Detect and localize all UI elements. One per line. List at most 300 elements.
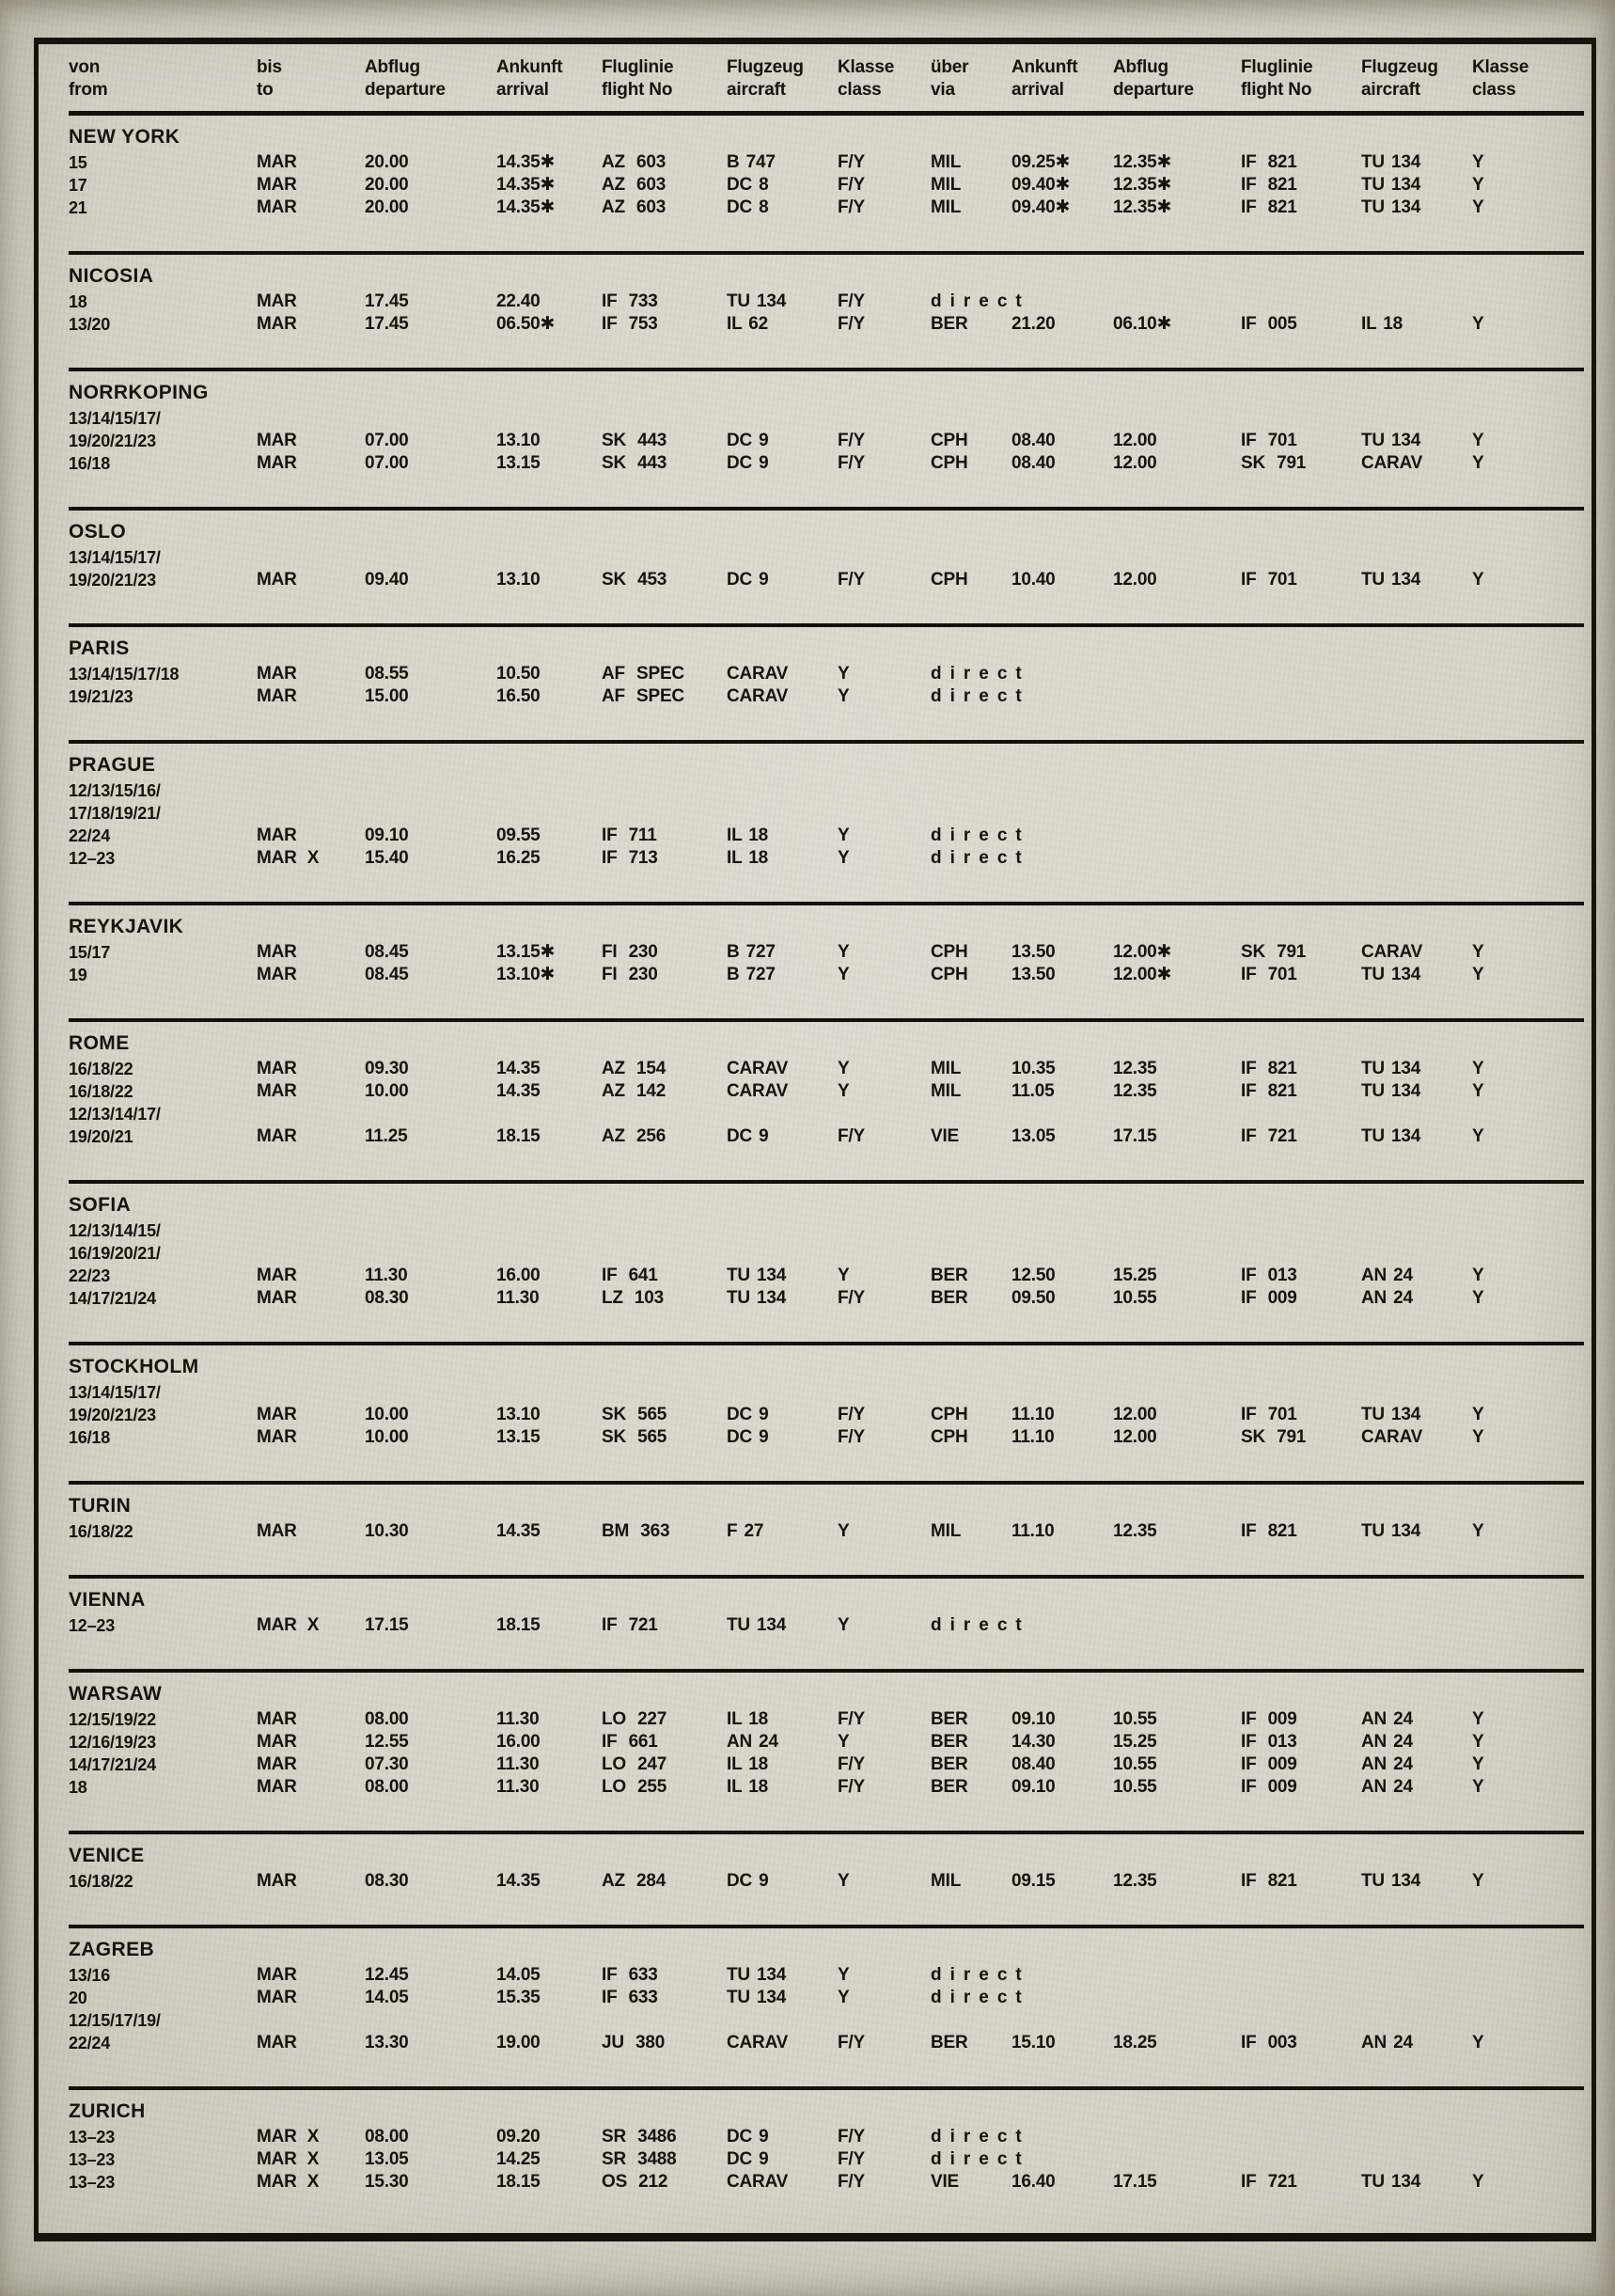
via-cell [931, 407, 1011, 430]
direct-flight-label: direct [931, 1615, 1030, 1635]
month-cell: MAR [257, 453, 297, 473]
class-cell: F/Y [838, 291, 865, 311]
class-cell: Y [838, 1615, 850, 1635]
departure-cell: 12.55 [365, 1732, 409, 1752]
arrival-cell: 14.35 [496, 1059, 541, 1078]
dates-cell: 16/18/22 [69, 1082, 133, 1101]
aircraft-cell: IL 18 [727, 1754, 768, 1774]
flight-no-2-cell: IF 721 [1241, 2172, 1297, 2192]
class-cell: Y [838, 664, 850, 684]
direct-flight-label: direct [931, 664, 1030, 684]
aircraft-cell [727, 779, 838, 802]
dates-cell: 13/14/15/17/ [69, 409, 161, 428]
arrival-2-cell: 14.30 [1011, 1732, 1056, 1752]
arrival-2-cell [1011, 1219, 1113, 1242]
arrival-cell: 14.35 [496, 1521, 541, 1541]
via-cell [931, 802, 1011, 825]
column-header-class-1: Klasse class [838, 57, 895, 100]
timetable-row [69, 847, 1584, 870]
flight-no-cell: AZ 284 [602, 1871, 666, 1891]
arrival-cell: 14.35✱ [496, 197, 556, 217]
aircraft-2-cell: TU 134 [1361, 1059, 1421, 1078]
departure-cell: 15.00 [365, 686, 409, 706]
arrival-cell: 10.50 [496, 664, 541, 684]
city-title: NICOSIA [69, 265, 154, 287]
via-cell: MIL [931, 1521, 962, 1541]
direct-flight-label: direct [931, 1965, 1030, 1985]
timetable-row [69, 1708, 1584, 1731]
arrival-2-cell [1011, 1103, 1113, 1125]
flight-no-cell: AZ 603 [602, 175, 666, 195]
dates-cell: 17/18/19/21/ [69, 804, 161, 823]
departure-cell [365, 546, 496, 569]
dates-cell: 13/14/15/17/ [69, 548, 161, 567]
flight-no-2-cell: IF 701 [1241, 965, 1297, 984]
via-cell: MIL [931, 1081, 962, 1101]
departure-cell [365, 1242, 496, 1265]
arrival-cell: 11.30 [496, 1777, 540, 1797]
flight-no-cell: IF 721 [602, 1615, 658, 1635]
month-cell: MAR [257, 197, 297, 217]
flight-no-2-cell: IF 009 [1241, 1288, 1297, 1308]
timetable-row [69, 2171, 1584, 2194]
city-title: PRAGUE [69, 754, 156, 776]
class-cell [838, 779, 931, 802]
arrival-2-cell: 10.35 [1011, 1059, 1056, 1078]
timetable-row [69, 407, 1584, 430]
flight-no-2-cell [1241, 779, 1361, 802]
aircraft-cell: B 747 [727, 152, 776, 172]
class-2-cell: Y [1472, 431, 1484, 450]
dates-cell: 12/15/17/19/ [69, 2011, 161, 2030]
dates-cell: 12–23 [69, 849, 116, 868]
dates-cell: 19/20/21 [69, 1127, 133, 1146]
class-2-cell: Y [1472, 1266, 1484, 1285]
timetable-row [69, 546, 1584, 569]
departure-cell [365, 779, 496, 802]
class-2-cell: Y [1472, 942, 1484, 962]
arrival-cell: 22.40 [496, 291, 541, 311]
aircraft-cell: CARAV [727, 664, 789, 684]
class-2-cell [1472, 1242, 1584, 1265]
month-cell: MAR [257, 1965, 297, 1985]
aircraft-2-cell: TU 134 [1361, 1126, 1421, 1146]
arrival-cell [496, 1381, 602, 1404]
class-2-cell: Y [1472, 1405, 1484, 1424]
dates-cell: 13–23 [69, 2150, 116, 2169]
month-cell: MAR [257, 1777, 297, 1797]
month-cell [257, 1103, 365, 1125]
departure-cell: 11.30 [365, 1266, 408, 1285]
dates-cell: 13/16 [69, 1966, 111, 1985]
class-2-cell: Y [1472, 175, 1484, 195]
arrival-2-cell: 16.40 [1011, 2172, 1056, 2192]
aircraft-2-cell: AN 24 [1361, 2033, 1413, 2052]
aircraft-cell: F 27 [727, 1521, 764, 1541]
aircraft-cell: DC 9 [727, 453, 769, 473]
aircraft-cell: DC 8 [727, 175, 769, 195]
via-cell: BER [931, 1754, 968, 1774]
dates-cell: 13/20 [69, 315, 111, 334]
departure-cell: 10.30 [365, 1521, 409, 1541]
city-title: SOFIA [69, 1194, 132, 1216]
departure-cell: 08.30 [365, 1288, 409, 1308]
flight-no-2-cell: IF 821 [1241, 152, 1297, 172]
dates-cell: 12/13/15/16/ [69, 781, 161, 800]
departure-2-cell: 12.00✱ [1113, 965, 1172, 984]
arrival-cell: 13.10✱ [496, 965, 556, 984]
departure-cell: 20.00 [365, 197, 409, 217]
dates-cell: 17 [69, 176, 87, 195]
aircraft-2-cell [1361, 546, 1472, 569]
via-cell [931, 1242, 1011, 1265]
aircraft-cell: DC 9 [727, 2127, 769, 2147]
departure-cell: 15.30 [365, 2172, 409, 2192]
departure-2-cell: 15.25 [1113, 1266, 1157, 1285]
departure-2-cell: 06.10✱ [1113, 314, 1172, 334]
departure-cell [365, 802, 496, 825]
departure-cell [365, 1219, 496, 1242]
dates-cell: 14/17/21/24 [69, 1289, 156, 1308]
timetable-row [69, 1242, 1584, 1265]
via-cell: BER [931, 1266, 968, 1285]
timetable-row [69, 1219, 1584, 1242]
via-cell: VIE [931, 2172, 960, 2192]
month-cell: MAR [257, 942, 297, 962]
arrival-2-cell: 12.50 [1011, 1266, 1056, 1285]
dates-cell: 12/15/19/22 [69, 1710, 156, 1729]
aircraft-cell: DC 9 [727, 1405, 769, 1424]
departure-cell: 08.00 [365, 2127, 409, 2147]
via-cell: CPH [931, 965, 968, 984]
class-cell: F/Y [838, 314, 865, 334]
class-cell: F/Y [838, 1709, 865, 1729]
dates-cell: 12–23 [69, 1616, 116, 1635]
aircraft-cell [727, 1242, 838, 1265]
via-cell: CPH [931, 570, 968, 590]
class-cell [838, 546, 931, 569]
departure-2-cell: 12.35 [1113, 1871, 1157, 1891]
arrival-cell: 16.00 [496, 1732, 541, 1752]
flight-no-2-cell: IF 009 [1241, 1709, 1297, 1729]
class-cell: F/Y [838, 570, 865, 590]
flight-no-cell: IF 633 [602, 1988, 658, 2007]
arrival-cell: 09.55 [496, 826, 541, 845]
timetable-row [69, 1731, 1584, 1753]
city-section [69, 1673, 1584, 1834]
via-cell: BER [931, 314, 968, 334]
class-cell [838, 407, 931, 430]
class-cell: Y [838, 1732, 850, 1752]
arrival-cell: 13.10 [496, 1405, 541, 1424]
via-cell: MIL [931, 175, 962, 195]
flight-no-2-cell [1241, 546, 1361, 569]
month-cell [257, 1219, 365, 1242]
aircraft-2-cell: AN 24 [1361, 1288, 1413, 1308]
departure-2-cell: 12.00✱ [1113, 942, 1172, 962]
month-cell: MAR [257, 1709, 297, 1729]
city-section [69, 1485, 1584, 1579]
direct-flight-label: direct [931, 686, 1030, 706]
aircraft-cell: DC 9 [727, 431, 769, 450]
departure-2-cell: 17.15 [1113, 2172, 1157, 2192]
timetable-row [69, 2148, 1584, 2171]
class-2-cell: Y [1472, 152, 1484, 172]
dates-cell: 16/19/20/21/ [69, 1244, 161, 1263]
month-cell: MAR [257, 1081, 297, 1101]
departure-2-cell: 10.55 [1113, 1288, 1157, 1308]
class-cell: F/Y [838, 453, 865, 473]
departure-cell: 20.00 [365, 175, 409, 195]
column-header-departure-1: Abflug departure [365, 57, 446, 100]
flight-no-2-cell: IF 821 [1241, 1059, 1297, 1078]
timetable-row [69, 964, 1584, 986]
departure-2-cell [1113, 2009, 1241, 2032]
timetable-row [69, 291, 1584, 313]
timetable-row [69, 1265, 1584, 1287]
departure-cell: 13.05 [365, 2149, 409, 2169]
flight-no-cell: LO 247 [602, 1754, 667, 1774]
departure-cell: 07.00 [365, 431, 409, 450]
flight-no-2-cell: IF 009 [1241, 1777, 1297, 1797]
city-title: OSLO [69, 521, 127, 543]
via-cell: MIL [931, 1059, 962, 1078]
flight-no-cell: LO 255 [602, 1777, 667, 1797]
arrival-cell [496, 779, 602, 802]
month-cell: MAR [257, 1521, 297, 1541]
month-cell: MAR [257, 291, 297, 311]
arrival-2-cell: 09.10 [1011, 1709, 1056, 1729]
flight-no-cell: FI 230 [602, 965, 658, 984]
flight-no-cell: AZ 154 [602, 1059, 666, 1078]
dates-cell: 22/23 [69, 1266, 111, 1285]
class-cell: F/Y [838, 2127, 865, 2147]
month-cell: MAR X [257, 2172, 320, 2192]
arrival-2-cell: 09.50 [1011, 1288, 1056, 1308]
city-title: ZAGREB [69, 1939, 155, 1960]
timetable-row [69, 663, 1584, 685]
flight-no-2-cell: IF 701 [1241, 570, 1297, 590]
flight-no-2-cell: IF 701 [1241, 1405, 1297, 1424]
dates-cell: 19/20/21/23 [69, 571, 156, 590]
flight-no-2-cell [1241, 407, 1361, 430]
class-2-cell: Y [1472, 1059, 1484, 1078]
via-cell: VIE [931, 1126, 960, 1146]
arrival-2-cell: 08.40 [1011, 453, 1056, 473]
arrival-cell: 18.15 [496, 1126, 541, 1146]
dates-cell: 19 [69, 966, 87, 984]
via-cell: BER [931, 1288, 968, 1308]
flight-no-2-cell: IF 821 [1241, 175, 1297, 195]
arrival-2-cell [1011, 2009, 1113, 2032]
arrival-2-cell: 08.40 [1011, 431, 1056, 450]
arrival-2-cell: 13.50 [1011, 965, 1056, 984]
flight-no-2-cell: IF 721 [1241, 1126, 1297, 1146]
class-cell [838, 1103, 931, 1125]
arrival-cell: 11.30 [496, 1709, 540, 1729]
via-cell: CPH [931, 431, 968, 450]
arrival-cell: 16.00 [496, 1266, 541, 1285]
timetable-row [69, 1058, 1584, 1080]
dates-cell: 13/14/15/17/18 [69, 665, 180, 684]
city-title: PARIS [69, 637, 130, 659]
timetable-row [69, 1125, 1584, 1148]
arrival-2-cell: 09.10 [1011, 1777, 1056, 1797]
arrival-cell: 11.30 [496, 1288, 540, 1308]
arrival-cell: 14.35 [496, 1081, 541, 1101]
timetable-row [69, 1426, 1584, 1449]
aircraft-cell: TU 134 [727, 1988, 787, 2007]
aircraft-cell: DC 9 [727, 2149, 769, 2169]
arrival-2-cell: 09.40✱ [1011, 175, 1071, 195]
city-title: REYKJAVIK [69, 916, 184, 937]
class-2-cell [1472, 1103, 1584, 1125]
aircraft-cell [727, 1219, 838, 1242]
class-2-cell: Y [1472, 1521, 1484, 1541]
departure-cell: 17.45 [365, 291, 409, 311]
arrival-cell: 13.15✱ [496, 942, 556, 962]
class-cell: Y [838, 1266, 850, 1285]
class-2-cell: Y [1472, 570, 1484, 590]
via-cell [931, 1219, 1011, 1242]
aircraft-2-cell: TU 134 [1361, 2172, 1421, 2192]
flight-no-cell: AZ 603 [602, 197, 666, 217]
departure-2-cell: 15.25 [1113, 1732, 1157, 1752]
departure-2-cell: 18.25 [1113, 2033, 1157, 2052]
class-2-cell: Y [1472, 2172, 1484, 2192]
flight-no-cell: LZ 103 [602, 1288, 664, 1308]
flight-no-cell: IF 633 [602, 1965, 658, 1985]
aircraft-2-cell: AN 24 [1361, 1266, 1413, 1285]
class-2-cell: Y [1472, 1754, 1484, 1774]
aircraft-cell [727, 802, 838, 825]
arrival-2-cell: 11.10 [1011, 1427, 1055, 1447]
month-cell: MAR [257, 1266, 297, 1285]
via-cell [931, 1381, 1011, 1404]
arrival-cell: 06.50✱ [496, 314, 556, 334]
departure-cell: 09.10 [365, 826, 409, 845]
class-cell: F/Y [838, 1405, 865, 1424]
column-header-arrival-2: Ankunft arrival [1011, 57, 1078, 100]
flight-no-cell [602, 1103, 727, 1125]
dates-cell: 19/20/21/23 [69, 432, 156, 450]
via-cell [931, 779, 1011, 802]
departure-cell: 08.55 [365, 664, 409, 684]
class-2-cell: Y [1472, 453, 1484, 473]
column-header-aircraft-1: Flugzeug aircraft [727, 57, 804, 100]
dates-cell: 16/18/22 [69, 1872, 133, 1891]
month-cell: MAR [257, 1427, 297, 1447]
departure-2-cell [1113, 1103, 1241, 1125]
flight-no-cell: SK 565 [602, 1405, 667, 1424]
city-section [69, 511, 1584, 627]
flight-no-2-cell [1241, 1381, 1361, 1404]
timetable-row [69, 1870, 1584, 1893]
arrival-2-cell: 09.15 [1011, 1871, 1056, 1891]
aircraft-cell: CARAV [727, 686, 789, 706]
aircraft-cell: IL 62 [727, 314, 768, 334]
departure-cell: 14.05 [365, 1988, 409, 2007]
month-cell: MAR [257, 1988, 297, 2007]
departure-2-cell: 12.35✱ [1113, 152, 1172, 172]
flight-no-2-cell: IF 013 [1241, 1732, 1297, 1752]
timetable-row [69, 1520, 1584, 1543]
class-2-cell [1472, 1219, 1584, 1242]
arrival-cell: 13.15 [496, 453, 541, 473]
month-cell: MAR [257, 686, 297, 706]
timetable-row [69, 313, 1584, 336]
flight-no-cell [602, 407, 727, 430]
via-cell [931, 1103, 1011, 1125]
month-cell [257, 1381, 365, 1404]
timetable-row [69, 1964, 1584, 1987]
flight-no-cell: SR 3486 [602, 2127, 677, 2147]
class-2-cell: Y [1472, 1081, 1484, 1101]
arrival-cell [496, 1103, 602, 1125]
arrival-2-cell [1011, 1381, 1113, 1404]
class-cell: F/Y [838, 431, 865, 450]
departure-cell [365, 407, 496, 430]
timetable-row [69, 174, 1584, 197]
flight-no-cell: IF 711 [602, 826, 657, 845]
arrival-cell [496, 1219, 602, 1242]
direct-flight-label: direct [931, 848, 1030, 868]
city-section [69, 371, 1584, 511]
flight-no-2-cell [1241, 1242, 1361, 1265]
departure-2-cell [1113, 1242, 1241, 1265]
class-2-cell: Y [1472, 1871, 1484, 1891]
class-cell: Y [838, 1965, 850, 1985]
direct-flight-label: direct [931, 291, 1030, 311]
aircraft-cell: CARAV [727, 1081, 789, 1101]
arrival-2-cell: 21.20 [1011, 314, 1056, 334]
sections [69, 116, 1584, 2225]
departure-2-cell [1113, 779, 1241, 802]
city-title: STOCKHOLM [69, 1356, 199, 1377]
departure-cell [365, 2009, 496, 2032]
flight-no-cell: SK 443 [602, 453, 667, 473]
direct-flight-label: direct [931, 1988, 1030, 2007]
column-header-arrival-1: Ankunft arrival [496, 57, 563, 100]
departure-2-cell: 12.35 [1113, 1081, 1157, 1101]
month-cell: MAR [257, 175, 297, 195]
aircraft-2-cell [1361, 779, 1472, 802]
aircraft-cell: B 727 [727, 965, 776, 984]
month-cell [257, 407, 365, 430]
month-cell: MAR [257, 1732, 297, 1752]
dates-cell: 13–23 [69, 2128, 116, 2147]
aircraft-2-cell [1361, 802, 1472, 825]
arrival-cell: 18.15 [496, 1615, 541, 1635]
month-cell: MAR [257, 2033, 297, 2052]
month-cell: MAR [257, 1059, 297, 1078]
aircraft-2-cell: IL 18 [1361, 314, 1403, 334]
departure-cell: 08.00 [365, 1709, 409, 1729]
aircraft-2-cell: CARAV [1361, 453, 1423, 473]
timetable-row [69, 2009, 1584, 2032]
timetable-row [69, 941, 1584, 964]
month-cell [257, 2009, 365, 2032]
aircraft-2-cell: TU 134 [1361, 431, 1421, 450]
flight-no-cell: SK 565 [602, 1427, 667, 1447]
month-cell: MAR [257, 965, 297, 984]
arrival-cell [496, 1242, 602, 1265]
dates-cell: 13/14/15/17/ [69, 1383, 161, 1402]
arrival-2-cell: 15.10 [1011, 2033, 1056, 2052]
arrival-2-cell [1011, 1242, 1113, 1265]
class-2-cell: Y [1472, 1709, 1484, 1729]
class-cell: F/Y [838, 175, 865, 195]
